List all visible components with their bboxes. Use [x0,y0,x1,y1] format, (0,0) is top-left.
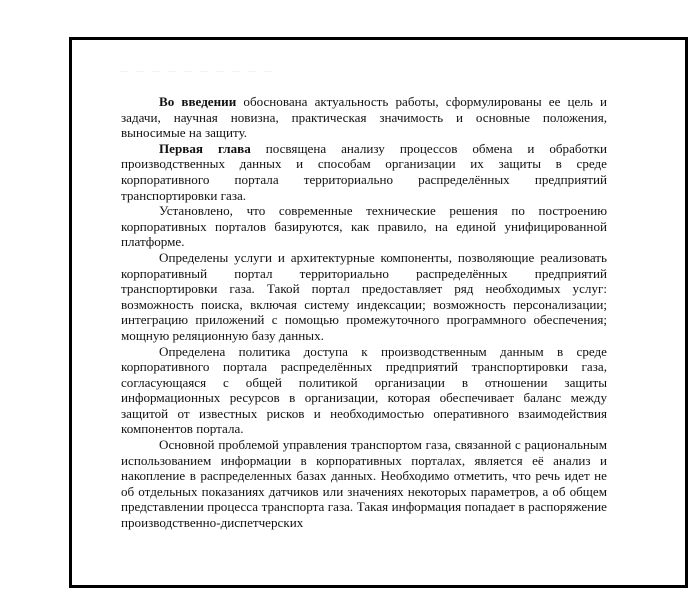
paragraph-first-chapter [121,141,607,203]
paragraph-introduction [121,94,607,141]
faint-header-text: — — — — — — — — — — [120,66,275,74]
paragraph-text: обоснована актуальность работы, сформулированы ее цель и задачи, научная новизна, практическая значимость и основные положения, выносимые на защиту. [121,94,607,141]
paragraph [121,250,607,344]
paragraph-lead: Первая глава [159,140,251,156]
paragraph [121,437,607,531]
paragraph-text: Определена политика доступа к производственным данным в среде корпоративного портала распределённых предприятий транспортировки газа, согласующаяся с общей политикой организации в отношении защиты информационных ресурсов в организации, которая обеспечивает баланс между защитой от известных рисков и необходимостью оперативного взаимодействия компонентов портала. [121,343,607,437]
paragraph-text: Установлено, что современные технические решения по построению корпоративных порталов базируются, как правило, на единой унифицированной платформе. [121,203,607,250]
paragraph [121,203,607,250]
paragraph-text: Основной проблемой управления транспортом газа, связанной с рациональным использованием информации в корпоративных порталах, является её анализ и накопление в распределенных базах данных. Необходимо отметить, что речь идет не об отдельных показаниях датчиков или значениях некоторых параметров, а об общем представлении процесса транспорта газа. Такая информация попадает в распоряжение производственно-диспетчерских [121,437,607,531]
paragraph-text: Определены услуги и архитектурные компоненты, позволяющие реализовать корпоративный портал территориально распределённых предприятий транспортировки газа. Такой портал предоставляет ряд необходимых услуг: возможность поиска, включая систему индексации; возможность персонализации; интеграцию приложений с помощью промежуточного программного обеспечения; мощную реляционную базу данных. [121,249,607,343]
paragraph-lead: Во введении [159,94,237,109]
paragraph [121,344,607,438]
document-body [121,94,607,531]
paragraph-text: посвящена анализу процессов обмена и обработки производственных данных и способам организации их защиты в среде корпоративного портала территориально распределённых предприятий транспортировки газа. [121,140,608,203]
